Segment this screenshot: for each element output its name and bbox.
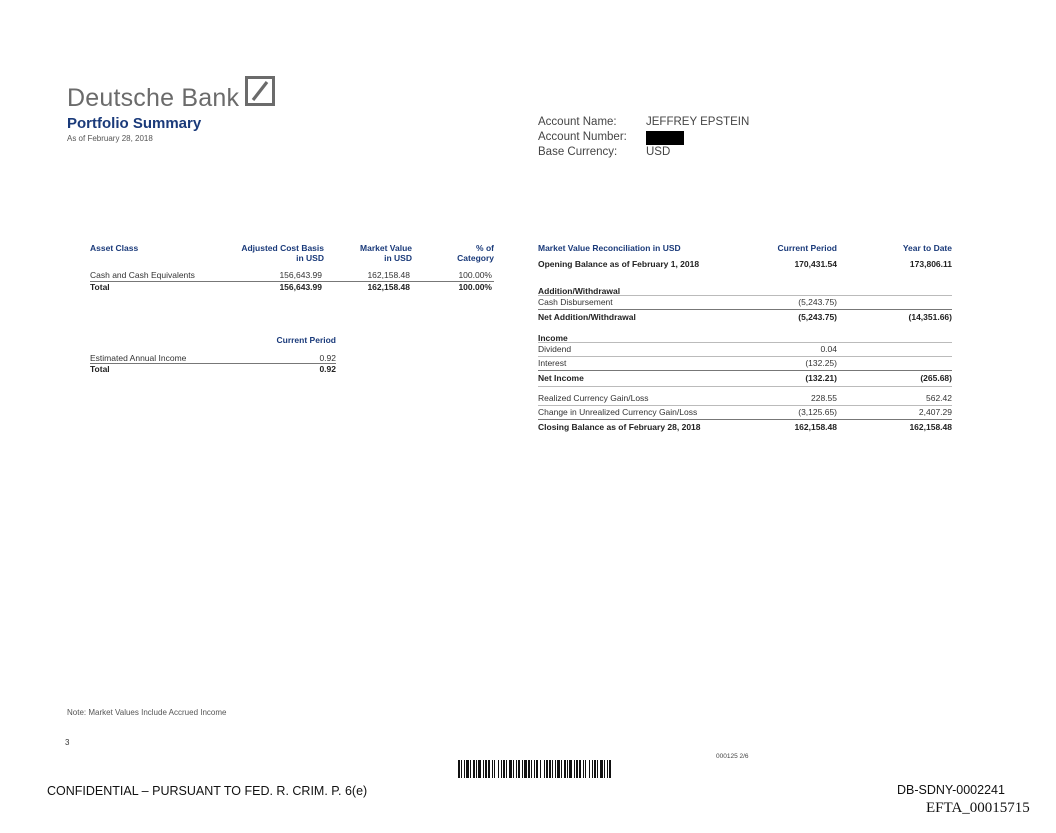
- pct-category-header: % of Category: [457, 243, 494, 263]
- account-number-label: Account Number:: [538, 131, 627, 143]
- recon-ytd-header: Year to Date: [902, 243, 952, 253]
- confidential-notice: CONFIDENTIAL – PURSUANT TO FED. R. CRIM. P. 6(e): [47, 784, 368, 798]
- efta-number: EFTA_00015715: [926, 800, 1030, 816]
- current-period-header: Current Period: [276, 335, 336, 345]
- document-number: 000125 2/6: [716, 753, 749, 760]
- footnote: Note: Market Values Include Accrued Income: [67, 708, 227, 717]
- as-of-date: As of February 28, 2018: [67, 134, 153, 143]
- brand-name: Deutsche Bank: [67, 84, 240, 112]
- market-value-header: Market Value in USD: [360, 243, 412, 263]
- base-currency-value: USD: [646, 146, 671, 158]
- redaction-box: [646, 131, 684, 145]
- bates-number: DB-SDNY-0002241: [897, 783, 1005, 797]
- account-name-value: JEFFREY EPSTEIN: [646, 116, 750, 128]
- deutsche-bank-logo-icon: [245, 76, 275, 106]
- base-currency-label: Base Currency:: [538, 146, 618, 158]
- income-section-label: Income: [538, 333, 568, 343]
- account-name-label: Account Name:: [538, 116, 617, 128]
- recon-current-header: Current Period: [777, 243, 837, 253]
- addition-section-label: Addition/Withdrawal: [538, 286, 621, 296]
- barcode-icon: [458, 760, 613, 778]
- asset-class-header: Asset Class: [90, 243, 139, 253]
- page-number: 3: [65, 738, 70, 747]
- cost-basis-header: Adjusted Cost Basis in USD: [241, 243, 324, 263]
- reconciliation-title: Market Value Reconciliation in USD: [538, 243, 681, 253]
- page-title: Portfolio Summary: [67, 115, 202, 132]
